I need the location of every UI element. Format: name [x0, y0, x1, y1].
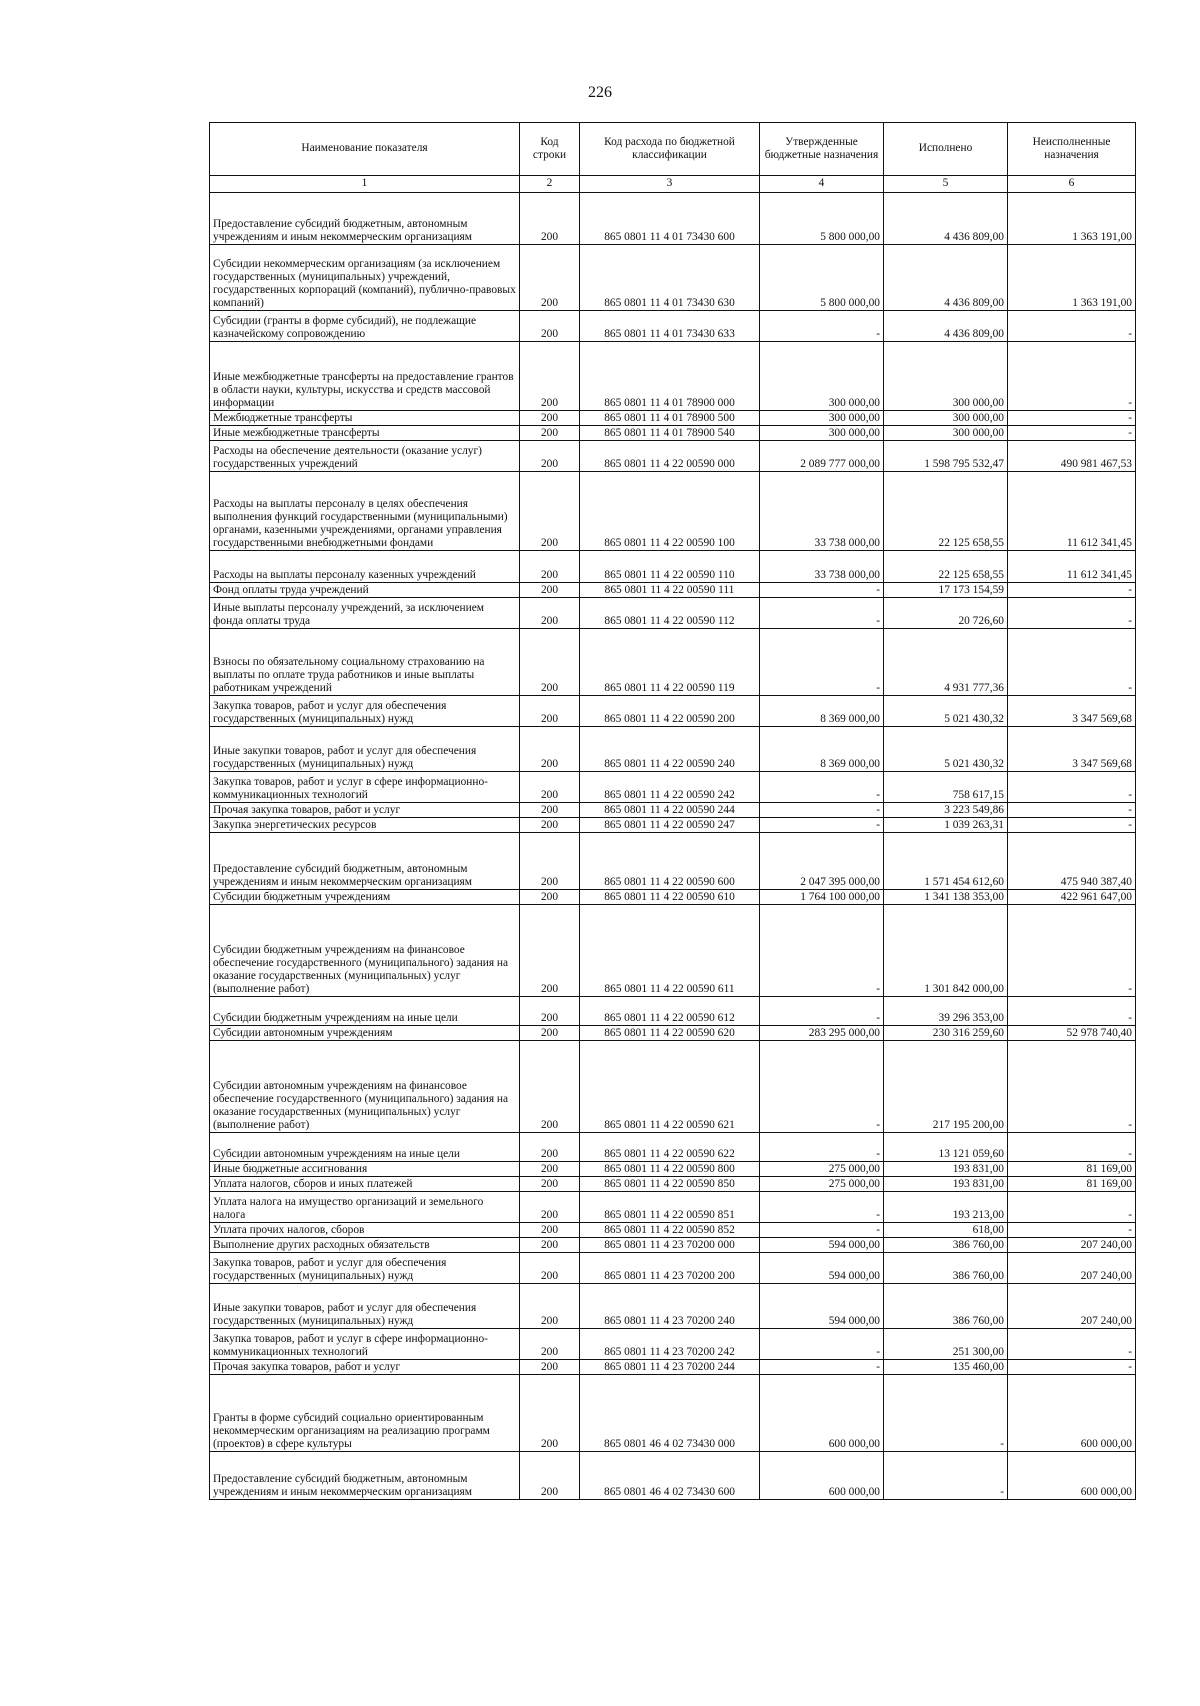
executed-amount-cell: 1 598 795 532,47	[884, 441, 1008, 472]
indicator-name-cell: Уплата налога на имущество организаций и земельного налога	[210, 1192, 520, 1223]
line-code-cell: 200	[520, 1192, 580, 1223]
budget-code-cell: 865 0801 11 4 01 78900 000	[580, 342, 760, 411]
indicator-name-cell: Иные межбюджетные трансферты на предоставление грантов в области науки, культуры, искусства и средств массовой информации	[210, 342, 520, 411]
table-row	[210, 441, 1136, 472]
approved-amount-cell: 275 000,00	[760, 1162, 884, 1177]
indicator-name-cell: Прочая закупка товаров, работ и услуг	[210, 1360, 520, 1375]
unexecuted-amount-cell: -	[1008, 629, 1136, 696]
indicator-name-cell: Субсидии некоммерческим организациям (за исключением государственных (муниципальных) учреждений, государственных корпораций (компаний), публично-правовых компаний)	[210, 245, 520, 311]
page-number: 226	[588, 84, 612, 101]
budget-code-cell: 865 0801 11 4 23 70200 000	[580, 1238, 760, 1253]
approved-amount-cell: 594 000,00	[760, 1238, 884, 1253]
table-row	[210, 727, 1136, 772]
indicator-name-cell: Предоставление субсидий бюджетным, автономным учреждениям и иным некоммерческим организациям	[210, 833, 520, 890]
budget-code-cell: 865 0801 11 4 01 73430 600	[580, 193, 760, 245]
unexecuted-amount-cell: -	[1008, 1041, 1136, 1133]
line-code-cell: 200	[520, 629, 580, 696]
budget-code-cell: 865 0801 11 4 23 70200 240	[580, 1284, 760, 1329]
indicator-name-cell: Субсидии автономным учреждениям	[210, 1026, 520, 1041]
executed-amount-cell: 1 341 138 353,00	[884, 890, 1008, 905]
executed-amount-cell: 300 000,00	[884, 426, 1008, 441]
line-code-cell: 200	[520, 997, 580, 1026]
executed-amount-cell: 4 436 809,00	[884, 311, 1008, 342]
executed-amount-cell: 193 213,00	[884, 1192, 1008, 1223]
approved-amount-cell: 594 000,00	[760, 1284, 884, 1329]
unexecuted-amount-cell: 600 000,00	[1008, 1452, 1136, 1500]
header-unexecuted: Неисполненные назначения	[1008, 123, 1136, 176]
line-code-cell: 200	[520, 311, 580, 342]
budget-code-cell: 865 0801 11 4 01 73430 633	[580, 311, 760, 342]
executed-amount-cell: 135 460,00	[884, 1360, 1008, 1375]
unexecuted-amount-cell: 11 612 341,45	[1008, 551, 1136, 583]
executed-amount-cell: 618,00	[884, 1223, 1008, 1238]
approved-amount-cell: -	[760, 1192, 884, 1223]
table-row	[210, 1041, 1136, 1133]
executed-amount-cell: 300 000,00	[884, 342, 1008, 411]
approved-amount-cell: -	[760, 1329, 884, 1360]
budget-code-cell: 865 0801 46 4 02 73430 600	[580, 1452, 760, 1500]
line-code-cell: 200	[520, 193, 580, 245]
header-line-code: Код строки	[520, 123, 580, 176]
header-executed: Исполнено	[884, 123, 1008, 176]
unexecuted-amount-cell: -	[1008, 772, 1136, 803]
line-code-cell: 200	[520, 1329, 580, 1360]
column-number: 2	[520, 176, 580, 193]
line-code-cell: 200	[520, 1238, 580, 1253]
approved-amount-cell: 8 369 000,00	[760, 727, 884, 772]
unexecuted-amount-cell: -	[1008, 426, 1136, 441]
unexecuted-amount-cell: 490 981 467,53	[1008, 441, 1136, 472]
column-number: 6	[1008, 176, 1136, 193]
approved-amount-cell: -	[760, 1360, 884, 1375]
line-code-cell: 200	[520, 1284, 580, 1329]
table-row	[210, 1223, 1136, 1238]
line-code-cell: 200	[520, 1452, 580, 1500]
table-row	[210, 598, 1136, 629]
budget-code-cell: 865 0801 11 4 23 70200 242	[580, 1329, 760, 1360]
indicator-name-cell: Иные закупки товаров, работ и услуг для обеспечения государственных (муниципальных) нужд	[210, 727, 520, 772]
executed-amount-cell: 386 760,00	[884, 1284, 1008, 1329]
column-number: 4	[760, 176, 884, 193]
indicator-name-cell: Субсидии бюджетным учреждениям на иные цели	[210, 997, 520, 1026]
budget-code-cell: 865 0801 11 4 22 00590 850	[580, 1177, 760, 1192]
header-budget-code: Код расхода по бюджетной классификации	[580, 123, 760, 176]
budget-code-cell: 865 0801 11 4 22 00590 119	[580, 629, 760, 696]
approved-amount-cell: 600 000,00	[760, 1375, 884, 1452]
budget-code-cell: 865 0801 11 4 22 00590 200	[580, 696, 760, 727]
executed-amount-cell: 1 039 263,31	[884, 818, 1008, 833]
executed-amount-cell: 193 831,00	[884, 1177, 1008, 1192]
indicator-name-cell: Иные закупки товаров, работ и услуг для обеспечения государственных (муниципальных) нужд	[210, 1284, 520, 1329]
budget-code-cell: 865 0801 11 4 22 00590 000	[580, 441, 760, 472]
executed-amount-cell: 4 436 809,00	[884, 193, 1008, 245]
table-row	[210, 818, 1136, 833]
line-code-cell: 200	[520, 833, 580, 890]
approved-amount-cell: 300 000,00	[760, 411, 884, 426]
indicator-name-cell: Расходы на выплаты персоналу казенных учреждений	[210, 551, 520, 583]
column-number: 5	[884, 176, 1008, 193]
approved-amount-cell: -	[760, 1223, 884, 1238]
indicator-name-cell: Иные межбюджетные трансферты	[210, 426, 520, 441]
line-code-cell: 200	[520, 472, 580, 551]
line-code-cell: 200	[520, 245, 580, 311]
table-row	[210, 1360, 1136, 1375]
approved-amount-cell: 283 295 000,00	[760, 1026, 884, 1041]
unexecuted-amount-cell: -	[1008, 583, 1136, 598]
approved-amount-cell: 33 738 000,00	[760, 472, 884, 551]
unexecuted-amount-cell: -	[1008, 1192, 1136, 1223]
approved-amount-cell: -	[760, 772, 884, 803]
executed-amount-cell: 13 121 059,60	[884, 1133, 1008, 1162]
indicator-name-cell: Уплата прочих налогов, сборов	[210, 1223, 520, 1238]
column-number: 3	[580, 176, 760, 193]
budget-code-cell: 865 0801 11 4 01 78900 500	[580, 411, 760, 426]
table-row	[210, 1238, 1136, 1253]
indicator-name-cell: Гранты в форме субсидий социально ориентированным некоммерческим организациям на реализацию программ (проектов) в сфере культуры	[210, 1375, 520, 1452]
budget-code-cell: 865 0801 11 4 23 70200 244	[580, 1360, 760, 1375]
indicator-name-cell: Субсидии автономным учреждениям на финансовое обеспечение государственного (муниципального) задания на оказание государственных (муниципальных) услуг (выполнение работ)	[210, 1041, 520, 1133]
unexecuted-amount-cell: -	[1008, 1360, 1136, 1375]
approved-amount-cell: 2 089 777 000,00	[760, 441, 884, 472]
indicator-name-cell: Закупка товаров, работ и услуг для обеспечения государственных (муниципальных) нужд	[210, 1253, 520, 1284]
approved-amount-cell: 5 800 000,00	[760, 245, 884, 311]
expenditure-table	[209, 122, 1136, 1500]
indicator-name-cell: Иные бюджетные ассигнования	[210, 1162, 520, 1177]
indicator-name-cell: Прочая закупка товаров, работ и услуг	[210, 803, 520, 818]
table-row	[210, 1162, 1136, 1177]
table-row	[210, 245, 1136, 311]
budget-code-cell: 865 0801 11 4 22 00590 247	[580, 818, 760, 833]
budget-code-cell: 865 0801 11 4 01 73430 630	[580, 245, 760, 311]
line-code-cell: 200	[520, 727, 580, 772]
indicator-name-cell: Закупка товаров, работ и услуг для обеспечения государственных (муниципальных) нужд	[210, 696, 520, 727]
executed-amount-cell: 4 931 777,36	[884, 629, 1008, 696]
unexecuted-amount-cell: -	[1008, 818, 1136, 833]
approved-amount-cell: -	[760, 905, 884, 997]
budget-code-cell: 865 0801 11 4 23 70200 200	[580, 1253, 760, 1284]
budget-code-cell: 865 0801 11 4 22 00590 621	[580, 1041, 760, 1133]
line-code-cell: 200	[520, 1041, 580, 1133]
table-row	[210, 426, 1136, 441]
approved-amount-cell: -	[760, 997, 884, 1026]
table-row	[210, 1329, 1136, 1360]
table-row	[210, 997, 1136, 1026]
executed-amount-cell: 251 300,00	[884, 1329, 1008, 1360]
budget-code-cell: 865 0801 11 4 22 00590 622	[580, 1133, 760, 1162]
table-row	[210, 1284, 1136, 1329]
column-number: 1	[210, 176, 520, 193]
budget-code-cell: 865 0801 11 4 22 00590 110	[580, 551, 760, 583]
line-code-cell: 200	[520, 1375, 580, 1452]
approved-amount-cell: 1 764 100 000,00	[760, 890, 884, 905]
line-code-cell: 200	[520, 803, 580, 818]
executed-amount-cell: 1 571 454 612,60	[884, 833, 1008, 890]
unexecuted-amount-cell: -	[1008, 803, 1136, 818]
approved-amount-cell: 8 369 000,00	[760, 696, 884, 727]
executed-amount-cell: 22 125 658,55	[884, 472, 1008, 551]
executed-amount-cell: 4 436 809,00	[884, 245, 1008, 311]
table-row	[210, 472, 1136, 551]
executed-amount-cell: 22 125 658,55	[884, 551, 1008, 583]
table-row	[210, 193, 1136, 245]
budget-code-cell: 865 0801 11 4 22 00590 620	[580, 1026, 760, 1041]
approved-amount-cell: -	[760, 598, 884, 629]
executed-amount-cell: -	[884, 1452, 1008, 1500]
unexecuted-amount-cell: 52 978 740,40	[1008, 1026, 1136, 1041]
indicator-name-cell: Выполнение других расходных обязательств	[210, 1238, 520, 1253]
line-code-cell: 200	[520, 772, 580, 803]
indicator-name-cell: Закупка товаров, работ и услуг в сфере информационно-коммуникационных технологий	[210, 772, 520, 803]
unexecuted-amount-cell: 81 169,00	[1008, 1177, 1136, 1192]
table-row	[210, 696, 1136, 727]
executed-amount-cell: 3 223 549,86	[884, 803, 1008, 818]
line-code-cell: 200	[520, 1223, 580, 1238]
executed-amount-cell: 758 617,15	[884, 772, 1008, 803]
approved-amount-cell: 300 000,00	[760, 342, 884, 411]
table-row	[210, 890, 1136, 905]
budget-code-cell: 865 0801 11 4 22 00590 112	[580, 598, 760, 629]
unexecuted-amount-cell: 11 612 341,45	[1008, 472, 1136, 551]
line-code-cell: 200	[520, 551, 580, 583]
line-code-cell: 200	[520, 1253, 580, 1284]
indicator-name-cell: Субсидии автономным учреждениям на иные цели	[210, 1133, 520, 1162]
indicator-name-cell: Уплата налогов, сборов и иных платежей	[210, 1177, 520, 1192]
executed-amount-cell: 193 831,00	[884, 1162, 1008, 1177]
unexecuted-amount-cell: -	[1008, 411, 1136, 426]
budget-code-cell: 865 0801 11 4 22 00590 610	[580, 890, 760, 905]
budget-code-cell: 865 0801 46 4 02 73430 000	[580, 1375, 760, 1452]
indicator-name-cell: Субсидии бюджетным учреждениям на финансовое обеспечение государственного (муниципального) задания на оказание государственных (муниципальных) услуг (выполнение работ)	[210, 905, 520, 997]
indicator-name-cell: Расходы на выплаты персоналу в целях обеспечения выполнения функций государственными (муниципальными) органами, казенными учреждениями, органами управления государственными внебюджетными фондами	[210, 472, 520, 551]
table-row	[210, 803, 1136, 818]
executed-amount-cell: 300 000,00	[884, 411, 1008, 426]
indicator-name-cell: Субсидии (гранты в форме субсидий), не подлежащие казначейскому сопровождению	[210, 311, 520, 342]
table-row	[210, 1253, 1136, 1284]
line-code-cell: 200	[520, 411, 580, 426]
executed-amount-cell: 386 760,00	[884, 1253, 1008, 1284]
executed-amount-cell: 5 021 430,32	[884, 696, 1008, 727]
unexecuted-amount-cell: -	[1008, 905, 1136, 997]
indicator-name-cell: Межбюджетные трансферты	[210, 411, 520, 426]
budget-code-cell: 865 0801 11 4 22 00590 851	[580, 1192, 760, 1223]
indicator-name-cell: Иные выплаты персоналу учреждений, за исключением фонда оплаты труда	[210, 598, 520, 629]
line-code-cell: 200	[520, 1133, 580, 1162]
unexecuted-amount-cell: 600 000,00	[1008, 1375, 1136, 1452]
budget-code-cell: 865 0801 11 4 22 00590 611	[580, 905, 760, 997]
unexecuted-amount-cell: 81 169,00	[1008, 1162, 1136, 1177]
table-row	[210, 551, 1136, 583]
unexecuted-amount-cell: 422 961 647,00	[1008, 890, 1136, 905]
unexecuted-amount-cell: -	[1008, 598, 1136, 629]
indicator-name-cell: Закупка товаров, работ и услуг в сфере информационно-коммуникационных технологий	[210, 1329, 520, 1360]
budget-code-cell: 865 0801 11 4 22 00590 111	[580, 583, 760, 598]
approved-amount-cell: -	[760, 583, 884, 598]
budget-code-cell: 865 0801 11 4 22 00590 242	[580, 772, 760, 803]
approved-amount-cell: -	[760, 311, 884, 342]
executed-amount-cell: 1 301 842 000,00	[884, 905, 1008, 997]
unexecuted-amount-cell: -	[1008, 997, 1136, 1026]
budget-code-cell: 865 0801 11 4 01 78900 540	[580, 426, 760, 441]
unexecuted-amount-cell: -	[1008, 1329, 1136, 1360]
table-body	[210, 193, 1136, 1500]
table-row	[210, 1026, 1136, 1041]
table-row	[210, 411, 1136, 426]
header-approved: Утвержденные бюджетные назначения	[760, 123, 884, 176]
line-code-cell: 200	[520, 1026, 580, 1041]
approved-amount-cell: 300 000,00	[760, 426, 884, 441]
unexecuted-amount-cell: -	[1008, 1133, 1136, 1162]
table-row	[210, 1375, 1136, 1452]
indicator-name-cell: Субсидии бюджетным учреждениям	[210, 890, 520, 905]
line-code-cell: 200	[520, 426, 580, 441]
approved-amount-cell: -	[760, 803, 884, 818]
table-header	[210, 123, 1136, 193]
unexecuted-amount-cell: -	[1008, 1223, 1136, 1238]
executed-amount-cell: 39 296 353,00	[884, 997, 1008, 1026]
line-code-cell: 200	[520, 818, 580, 833]
executed-amount-cell: 217 195 200,00	[884, 1041, 1008, 1133]
approved-amount-cell: -	[760, 1133, 884, 1162]
line-code-cell: 200	[520, 1177, 580, 1192]
executed-amount-cell: -	[884, 1375, 1008, 1452]
approved-amount-cell: 275 000,00	[760, 1177, 884, 1192]
approved-amount-cell: 5 800 000,00	[760, 193, 884, 245]
table-row	[210, 629, 1136, 696]
unexecuted-amount-cell: 1 363 191,00	[1008, 193, 1136, 245]
budget-code-cell: 865 0801 11 4 22 00590 600	[580, 833, 760, 890]
approved-amount-cell: 600 000,00	[760, 1452, 884, 1500]
executed-amount-cell: 386 760,00	[884, 1238, 1008, 1253]
line-code-cell: 200	[520, 583, 580, 598]
indicator-name-cell: Фонд оплаты труда учреждений	[210, 583, 520, 598]
table-row	[210, 1452, 1136, 1500]
header-indicator-name: Наименование показателя	[210, 123, 520, 176]
table-row	[210, 342, 1136, 411]
table-row	[210, 311, 1136, 342]
line-code-cell: 200	[520, 1360, 580, 1375]
indicator-name-cell: Предоставление субсидий бюджетным, автономным учреждениям и иным некоммерческим организациям	[210, 1452, 520, 1500]
unexecuted-amount-cell: 207 240,00	[1008, 1253, 1136, 1284]
budget-code-cell: 865 0801 11 4 22 00590 852	[580, 1223, 760, 1238]
approved-amount-cell: 594 000,00	[760, 1253, 884, 1284]
budget-code-cell: 865 0801 11 4 22 00590 612	[580, 997, 760, 1026]
line-code-cell: 200	[520, 441, 580, 472]
approved-amount-cell: 2 047 395 000,00	[760, 833, 884, 890]
unexecuted-amount-cell: -	[1008, 342, 1136, 411]
unexecuted-amount-cell: 1 363 191,00	[1008, 245, 1136, 311]
unexecuted-amount-cell: 207 240,00	[1008, 1284, 1136, 1329]
table-row	[210, 1192, 1136, 1223]
line-code-cell: 200	[520, 696, 580, 727]
table-row	[210, 583, 1136, 598]
table-row	[210, 1177, 1136, 1192]
approved-amount-cell: -	[760, 629, 884, 696]
budget-code-cell: 865 0801 11 4 22 00590 240	[580, 727, 760, 772]
executed-amount-cell: 17 173 154,59	[884, 583, 1008, 598]
executed-amount-cell: 230 316 259,60	[884, 1026, 1008, 1041]
budget-code-cell: 865 0801 11 4 22 00590 100	[580, 472, 760, 551]
line-code-cell: 200	[520, 890, 580, 905]
indicator-name-cell: Закупка энергетических ресурсов	[210, 818, 520, 833]
unexecuted-amount-cell: 3 347 569,68	[1008, 727, 1136, 772]
line-code-cell: 200	[520, 598, 580, 629]
indicator-name-cell: Взносы по обязательному социальному страхованию на выплаты по оплате труда работников и иные выплаты работникам учреждений	[210, 629, 520, 696]
table-row	[210, 905, 1136, 997]
approved-amount-cell: 33 738 000,00	[760, 551, 884, 583]
table-row	[210, 833, 1136, 890]
line-code-cell: 200	[520, 1162, 580, 1177]
line-code-cell: 200	[520, 342, 580, 411]
unexecuted-amount-cell: -	[1008, 311, 1136, 342]
budget-code-cell: 865 0801 11 4 22 00590 800	[580, 1162, 760, 1177]
unexecuted-amount-cell: 475 940 387,40	[1008, 833, 1136, 890]
approved-amount-cell: -	[760, 1041, 884, 1133]
line-code-cell: 200	[520, 905, 580, 997]
indicator-name-cell: Расходы на обеспечение деятельности (оказание услуг) государственных учреждений	[210, 441, 520, 472]
executed-amount-cell: 5 021 430,32	[884, 727, 1008, 772]
table-row	[210, 1133, 1136, 1162]
unexecuted-amount-cell: 207 240,00	[1008, 1238, 1136, 1253]
approved-amount-cell: -	[760, 818, 884, 833]
indicator-name-cell: Предоставление субсидий бюджетным, автономным учреждениям и иным некоммерческим организациям	[210, 193, 520, 245]
unexecuted-amount-cell: 3 347 569,68	[1008, 696, 1136, 727]
table-row	[210, 772, 1136, 803]
executed-amount-cell: 20 726,60	[884, 598, 1008, 629]
budget-code-cell: 865 0801 11 4 22 00590 244	[580, 803, 760, 818]
